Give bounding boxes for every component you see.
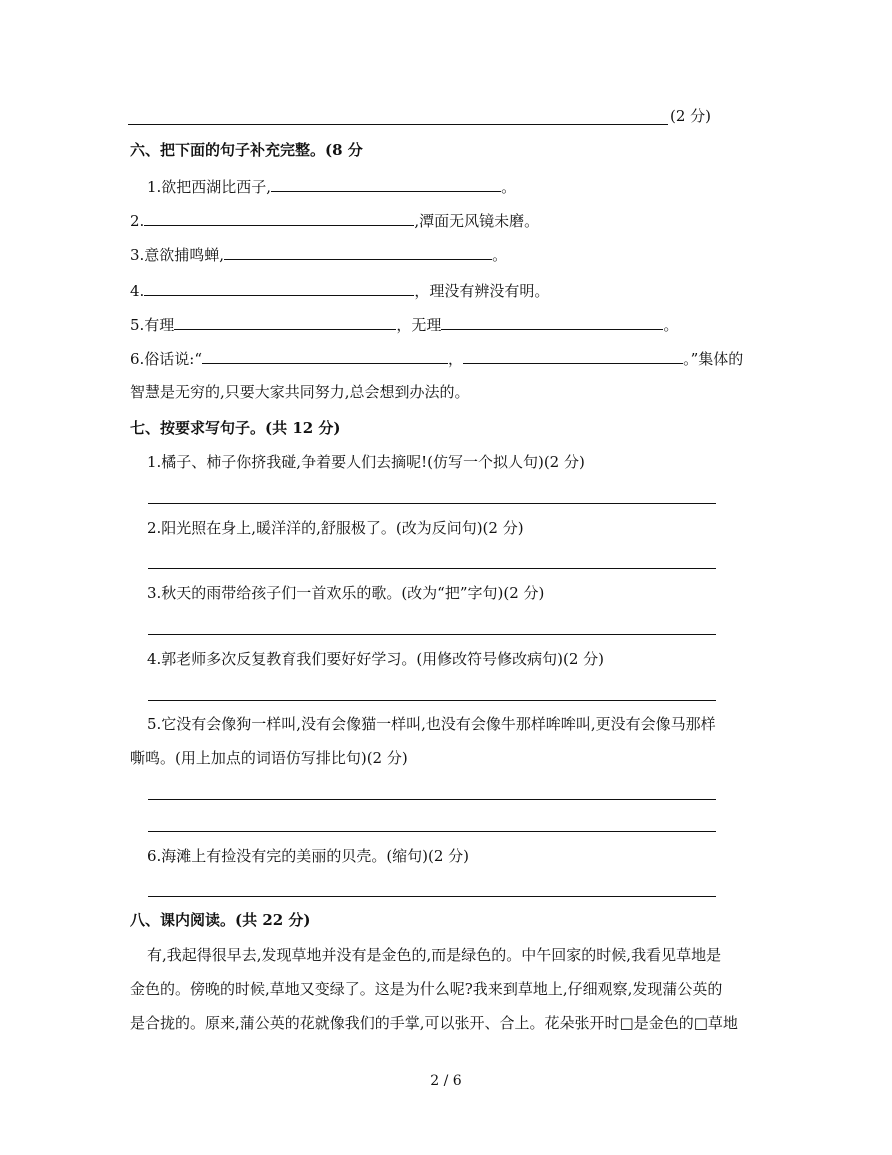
section-8-heading: 八、课内阅读。(共 22 分) <box>130 911 311 929</box>
s7-question-2: 2.阳光照在身上,暖洋洋的,舒服极了。(改为反问句)(2 分) <box>147 519 524 537</box>
page-number: 2 / 6 <box>430 1073 462 1089</box>
s6-q6-blank-1[interactable] <box>202 348 448 364</box>
s7-question-4: 4.郭老师多次反复教育我们要好好学习。(用修改符号修改病句)(2 分) <box>147 650 605 668</box>
s7-q6-answer-line[interactable] <box>148 896 716 897</box>
s6-question-2 <box>130 210 539 231</box>
s6-q3-suffix: 。 <box>492 246 508 264</box>
s6-q1-prefix: 1.欲把西湖比西子, <box>147 178 272 196</box>
s6-q1-suffix: 。 <box>501 178 517 196</box>
s7-q4-answer-line[interactable] <box>148 700 716 701</box>
s6-q2-prefix: 2. <box>130 212 145 230</box>
reading-passage-line-2: 金色的。傍晚的时候,草地又变绿了。这是为什么呢?我来到草地上,仔细观察,发现蒲公英的 <box>130 980 723 998</box>
s7-q1-answer-line[interactable] <box>148 503 716 504</box>
reading-passage-line-1: 有,我起得很早去,发现草地并没有是金色的,而是绿色的。中午回家的时候,我看见草地是 <box>147 946 722 964</box>
s7-question-5-line1: 5.它没有会像狗一样叫,没有会像猫一样叫,也没有会像牛那样哞哞叫,更没有会像马那样 <box>147 715 716 733</box>
s6-q5-blank-2[interactable] <box>441 314 663 330</box>
s6-q5-middle: ，无理 <box>396 316 442 334</box>
s6-q5-blank-1[interactable] <box>174 314 396 330</box>
s7-q5-answer-line-1[interactable] <box>148 799 716 800</box>
s6-q5-prefix: 5.有理 <box>130 316 175 334</box>
s6-q5-suffix: 。 <box>663 316 679 334</box>
s7-question-5-line2: 嘶鸣。(用上加点的词语仿写排比句)(2 分) <box>130 749 408 767</box>
s6-q3-blank[interactable] <box>224 244 492 260</box>
s6-q6-line2: 智慧是无穷的,只要大家共同努力,总会想到办法的。 <box>130 383 470 401</box>
s7-question-6: 6.海滩上有捡没有完的美丽的贝壳。(缩句)(2 分) <box>147 847 470 865</box>
s6-q2-suffix: ,潭面无风镜未磨。 <box>414 212 540 230</box>
s6-q3-prefix: 3.意欲捕鸣蝉, <box>130 246 225 264</box>
s6-q4-blank[interactable] <box>144 280 414 296</box>
s6-q1-blank[interactable] <box>271 176 501 192</box>
s6-q2-blank[interactable] <box>144 210 414 226</box>
answer-line-prev <box>128 124 668 125</box>
s6-q6-blank-2[interactable] <box>463 348 683 364</box>
s6-q4-prefix: 4. <box>130 282 145 300</box>
s6-q6-suffix: 。”集体的 <box>683 350 744 368</box>
s7-q2-answer-line[interactable] <box>148 568 716 569</box>
s6-question-3 <box>130 244 507 265</box>
s7-q5-answer-line-2[interactable] <box>148 831 716 832</box>
s6-question-1 <box>147 176 516 197</box>
s7-question-3: 3.秋天的雨带给孩子们一首欢乐的歌。(改为“把”字句)(2 分) <box>147 584 545 602</box>
s7-question-1: 1.橘子、柿子你挤我碰,争着要人们去摘呢!(仿写一个拟人句)(2 分) <box>147 453 585 471</box>
s6-question-5 <box>130 314 678 335</box>
section-6-heading: 六、把下面的句子补充完整。(8 分 <box>130 141 363 159</box>
s6-question-6 <box>130 348 743 369</box>
reading-passage-line-3: 是合拢的。原来,蒲公英的花就像我们的手掌,可以张开、合上。花朵张开时□是金色的□草地 <box>130 1014 738 1032</box>
s7-q3-answer-line[interactable] <box>148 634 716 635</box>
s6-q6-middle: ， <box>448 350 464 368</box>
prev-score: (2 分) <box>670 107 712 125</box>
s6-question-4 <box>130 280 549 301</box>
section-7-heading: 七、按要求写句子。(共 12 分) <box>130 419 341 437</box>
s6-q6-prefix: 6.俗话说:“ <box>130 350 203 368</box>
s6-q4-suffix: ，理没有辨没有明。 <box>414 282 550 300</box>
